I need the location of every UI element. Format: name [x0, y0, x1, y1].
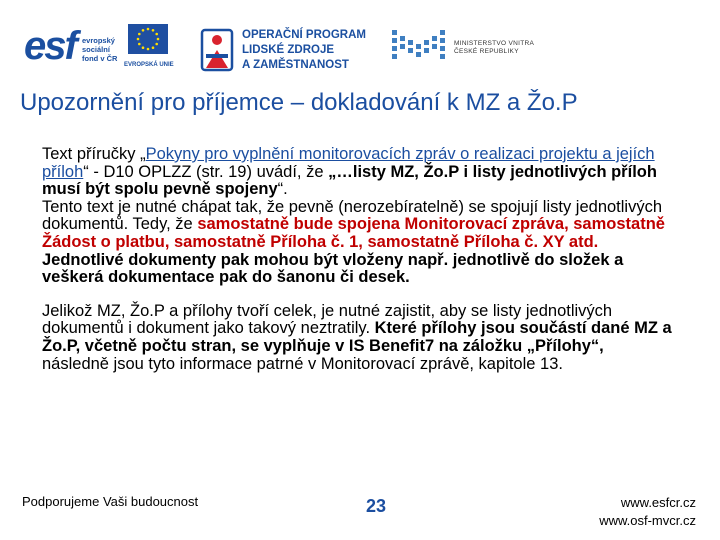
p2-text-1: Tento text je nutné chápat tak, že pevně (nerozebíratelně) se spojují listy jednotlivých dokumentů. Tedy, že	[42, 197, 663, 234]
p3-text-2: následně jsou tyto informace patrné v Monitorovací zprávě, kapitole 13.	[42, 354, 563, 373]
page-number: 23	[366, 496, 387, 516]
op-line-3: A ZAMĚSTNANOST	[242, 59, 349, 71]
p2-highlight: samostatně bude spojena Monitorovací zpráva, samostatně Žádost o platbu, samostatně Příloha č. 1, samostatně Příloha č. XY atd.	[42, 215, 665, 251]
paragraph-3	[42, 303, 672, 373]
op-lzz-text	[242, 28, 366, 73]
logo-bar	[0, 0, 720, 82]
slide-title: Upozornění pro příjemce – dokladování k MZ a Žo.P	[20, 89, 578, 116]
manual-link[interactable]: Pokyny pro vyplnění monitorovacích zpráv o realizaci projektu a jejích příloh	[42, 145, 655, 181]
footer-slogan: Podporujeme Vaši budoucnost	[22, 494, 199, 509]
p3-bold: Které přílohy jsou součástí dané MZ a Žo.P, včetně počtu stran, se vyplňuje v IS Benefit7 na záložku „Přílohy“,	[42, 319, 672, 355]
footer-url-osf[interactable]: www.osf-mvcr.cz	[599, 513, 696, 528]
op-lzz-logo	[200, 24, 380, 76]
esf-logo	[24, 22, 174, 74]
p1-text-1: Text příručky „	[42, 145, 146, 163]
esf-logo-subtitle: evropský sociální fond v ČR	[82, 36, 118, 63]
ministry-line-1: MINISTERSTVO VNITRA	[454, 40, 535, 47]
ministry-mark-icon	[390, 26, 446, 66]
slide-body	[42, 146, 672, 373]
esf-logo-text: esf	[24, 24, 76, 68]
ministry-line-2: ČESKÉ REPUBLIKY	[454, 48, 519, 55]
op-lzz-mark-icon	[200, 28, 234, 72]
footer-links	[599, 494, 696, 530]
op-line-2: LIDSKÉ ZDROJE	[242, 44, 335, 56]
eu-label: EVROPSKÁ UNIE	[124, 62, 174, 68]
footer-url-esfcr[interactable]: www.esfcr.cz	[620, 495, 696, 510]
ministry-text	[454, 40, 534, 56]
p1-quote: „…listy MZ, Žo.P i listy jednotlivých příloh musí být spolu pevně spojeny	[42, 162, 657, 199]
p2-bold: Jednotlivé dokumenty pak mohou být vloženy např. jednotlivě do složek a veškerá dokumentace pak do šanonu či desek.	[42, 250, 624, 287]
p1-text-3: “.	[277, 180, 288, 199]
p3-text-1: Jelikož MZ, Žo.P a přílohy tvoří celek, je nutné zajistit, aby se listy jednotlivých dokumentů i dokument jako takový neztratily.	[42, 301, 613, 338]
paragraph-1	[42, 146, 672, 199]
op-line-1: OPERAČNÍ PROGRAM	[242, 29, 366, 41]
p1-text-2: “ - D10 OPLZZ (str. 19) uvádí, že	[83, 162, 329, 181]
paragraph-2	[42, 199, 672, 287]
ministry-logo	[390, 26, 590, 66]
eu-flag-icon	[128, 24, 168, 54]
